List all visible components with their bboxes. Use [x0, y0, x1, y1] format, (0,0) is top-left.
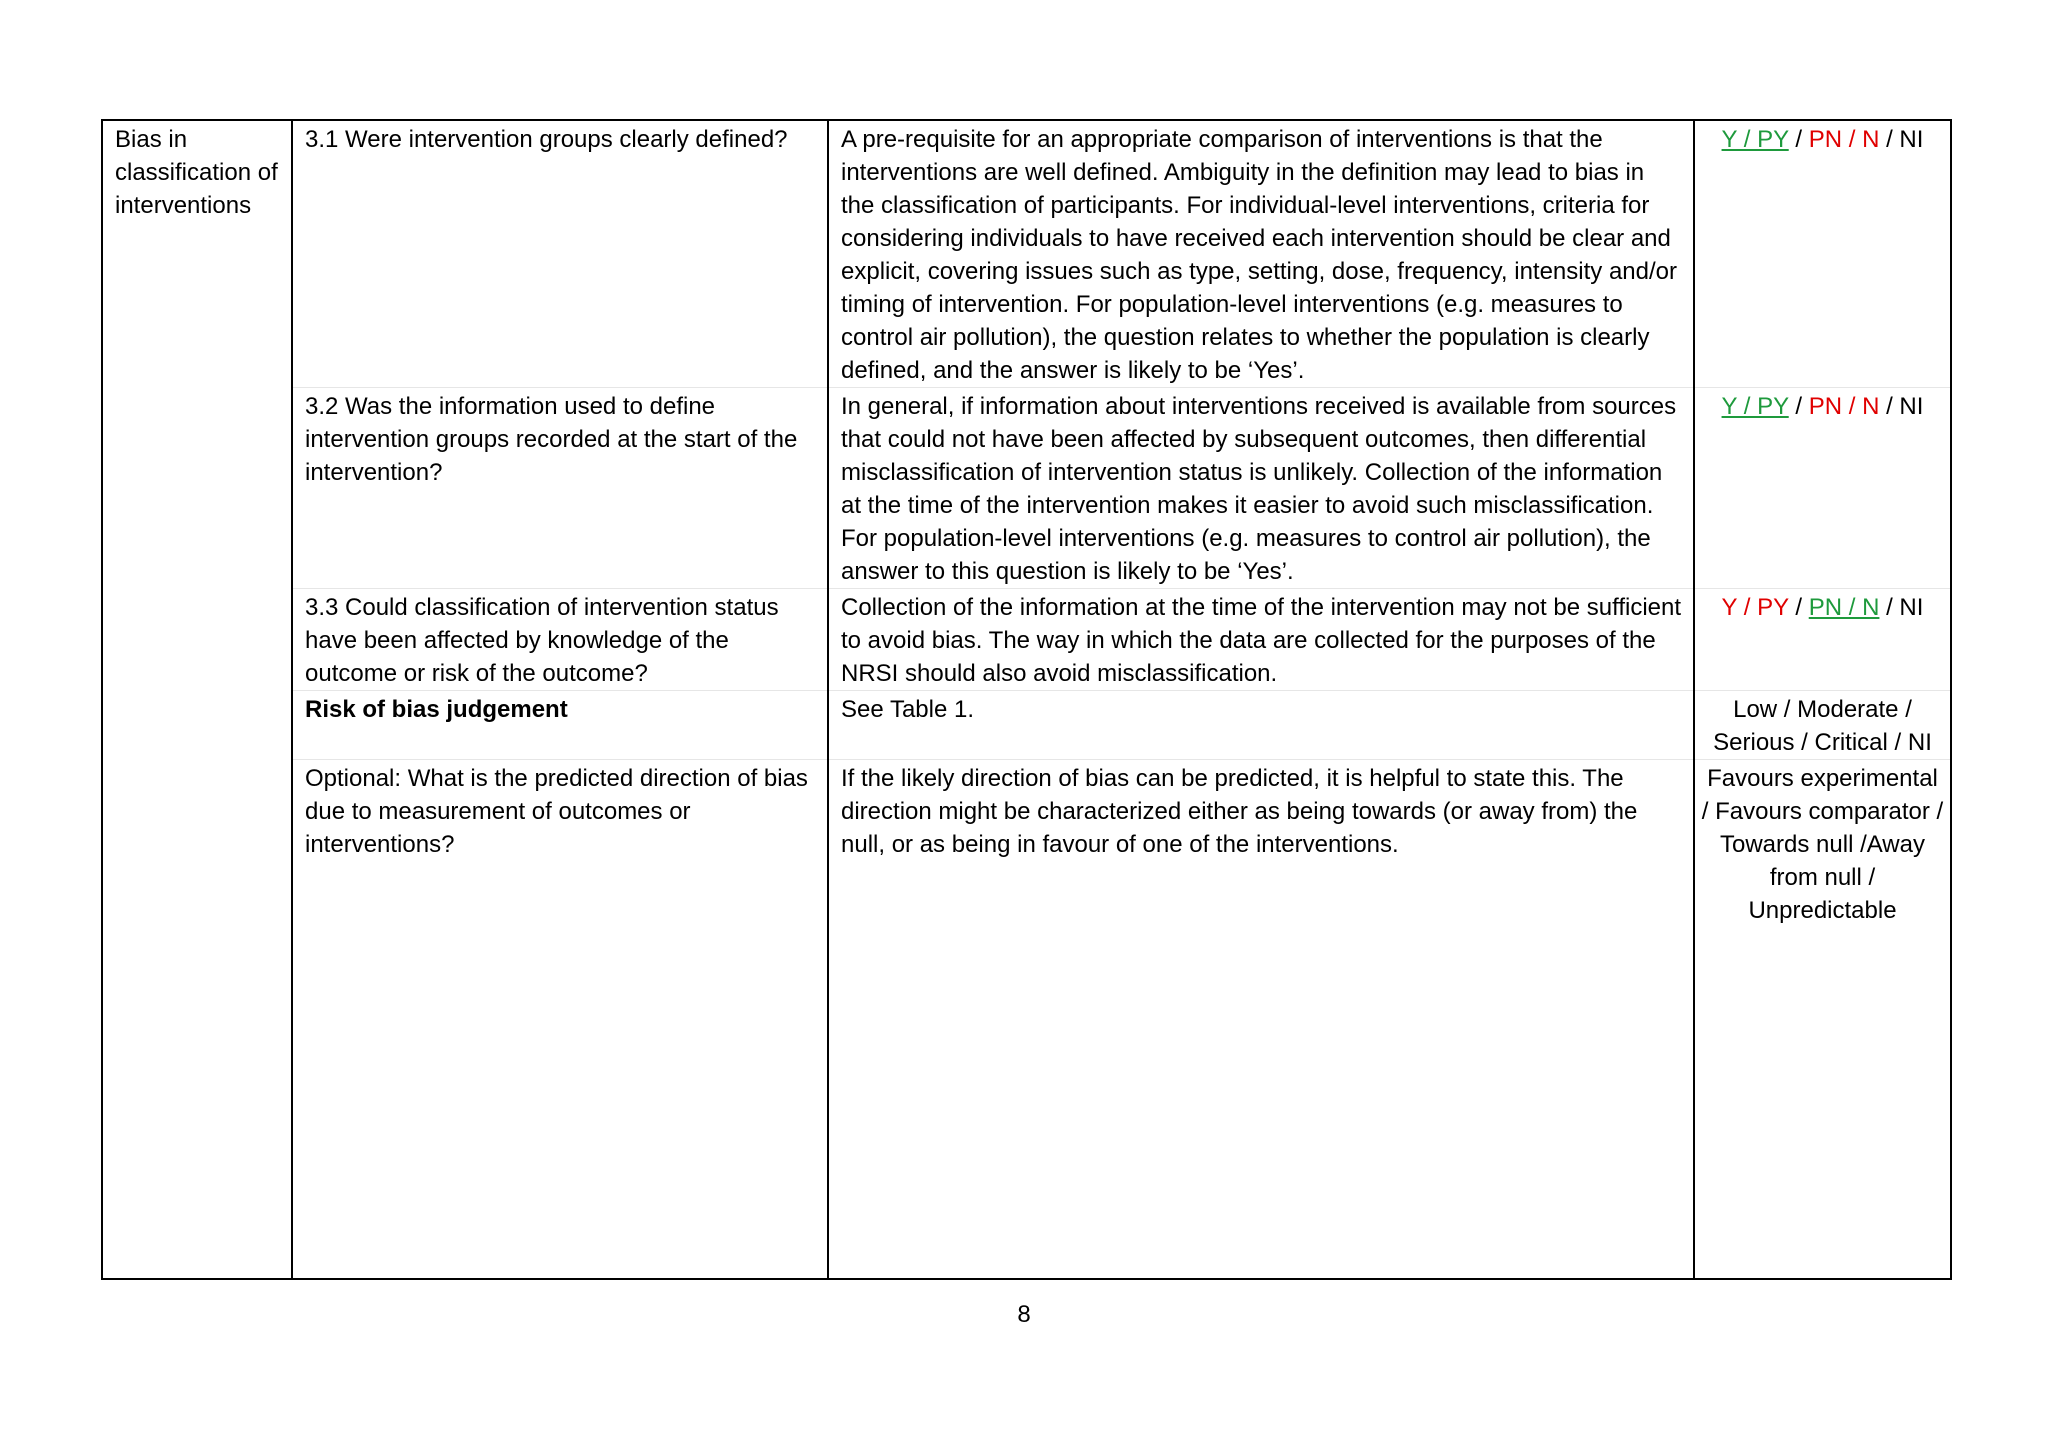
direction-options: Favours experimental / Favours comparator / Towards null /Away from null / Unpredictable — [1701, 765, 1944, 924]
signalling-question-cell — [292, 589, 828, 691]
guidance-cell — [828, 691, 1694, 760]
bias-domain-cell — [102, 120, 292, 1279]
signalling-question-cell — [292, 760, 828, 1280]
guidance-text: If the likely direction of bias can be predicted, it is helpful to state this. The direction might be characterized either as being towards (or away from) the null, or as being in favour of one of the interventions. — [841, 765, 1638, 858]
signalling-question: Optional: What is the predicted direction of bias due to measurement of outcomes or interventions? — [305, 765, 808, 858]
table-row — [102, 589, 1951, 691]
guidance-text: In general, if information about interventions received is available from sources that could not have been affected by subsequent outcomes, then differential misclassification of intervention status is unlikely. Collection of the information at the time of the intervention makes it easier to avoid such misclassification. For population-level interventions (e.g. measures to control air pollution), the answer to this question is likely to be ‘Yes’. — [841, 393, 1677, 585]
response-separator: / — [1788, 393, 1809, 420]
risk-of-bias-table — [101, 119, 1952, 1280]
response-option-yes-py: Y / PY — [1721, 594, 1789, 621]
response-option-pn-n: PN / N — [1808, 393, 1880, 420]
signalling-question: 3.2 Was the information used to define intervention groups recorded at the start of the intervention? — [305, 393, 798, 486]
guidance-text: A pre-requisite for an appropriate comparison of interventions is that the interventions are well defined. Ambiguity in the definition may lead to bias in the classification of participants. For individual-level interventions, criteria for considering individuals to have received each intervention should be clear and explicit, covering issues such as type, setting, dose, frequency, intensity and/or timing of intervention. For population-level interventions (e.g. measures to control air pollution), the question relates to whether the population is clearly defined, and the answer is likely to be ‘Yes’. — [841, 126, 1677, 384]
guidance-text: Collection of the information at the time of the intervention may not be sufficient to avoid bias. The way in which the data are collected for the purposes of the NRSI should also avoid misclassification. — [841, 594, 1682, 687]
bias-domain-label: Bias in classification of interventions — [115, 126, 278, 219]
signalling-question-cell — [292, 120, 828, 388]
table-row — [102, 691, 1951, 760]
table-row — [102, 760, 1951, 1280]
table-row — [102, 388, 1951, 589]
table-row — [102, 120, 1951, 388]
response-option-ni: / NI — [1879, 126, 1924, 153]
response-options-cell — [1694, 691, 1951, 760]
signalling-question: 3.3 Could classification of intervention status have been affected by knowledge of the outcome or risk of the outcome? — [305, 594, 779, 687]
judgement-options: Low / Moderate / Serious / Critical / NI — [1713, 696, 1932, 756]
response-separator: / — [1788, 594, 1809, 621]
response-options-cell — [1694, 388, 1951, 589]
response-option-ni: / NI — [1879, 594, 1924, 621]
response-option-yes-py: Y / PY — [1721, 393, 1789, 420]
guidance-cell — [828, 120, 1694, 388]
response-separator: / — [1788, 126, 1809, 153]
guidance-cell — [828, 388, 1694, 589]
signalling-question-cell — [292, 691, 828, 760]
judgement-heading: Risk of bias judgement — [305, 696, 568, 723]
response-option-yes-py: Y / PY — [1721, 126, 1789, 153]
response-option-pn-n: PN / N — [1808, 594, 1880, 621]
signalling-question-cell — [292, 388, 828, 589]
guidance-text: See Table 1. — [841, 696, 974, 723]
signalling-question: 3.1 Were intervention groups clearly defined? — [305, 126, 788, 153]
response-options-cell — [1694, 120, 1951, 388]
guidance-cell — [828, 589, 1694, 691]
page-number: 8 — [1017, 1301, 1031, 1328]
response-option-ni: / NI — [1879, 393, 1924, 420]
response-options-cell — [1694, 589, 1951, 691]
response-options-cell — [1694, 760, 1951, 1280]
guidance-cell — [828, 760, 1694, 1280]
response-option-pn-n: PN / N — [1808, 126, 1880, 153]
